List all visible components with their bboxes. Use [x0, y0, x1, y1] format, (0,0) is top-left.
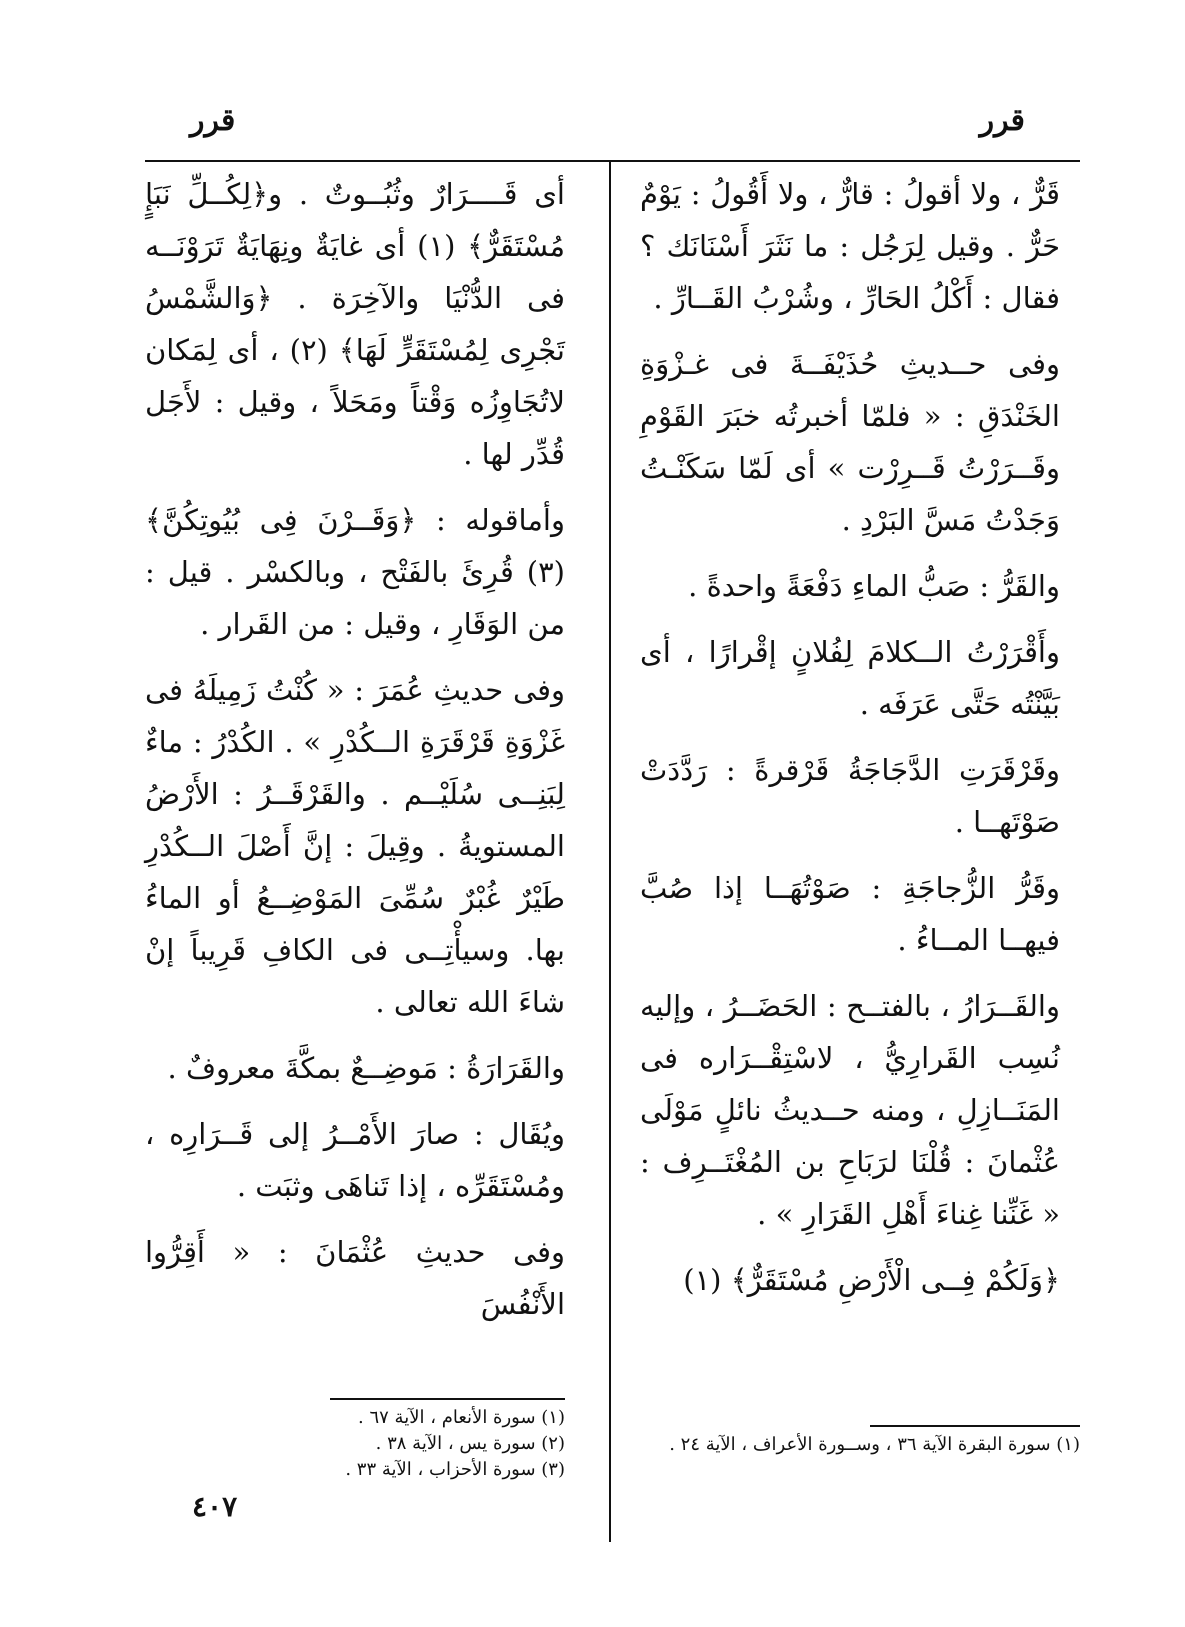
paragraph: وفى حديثِ عُثْمَانَ : « أَقِرُّوا الأَنْفُسَ [145, 1235, 565, 1321]
paragraph: ﴿وَلَكُمْ فِــى الْأَرْضِ مُسْتَقَرٌّ﴾ (١) [683, 1263, 1060, 1297]
footnotes-right [640, 1432, 1080, 1458]
paragraph: أى قَــــرَارٌ وثُبُــوتٌ . و﴿لِكُــلِّ نَبَإٍ مُسْتَقَرٌّ﴾ (١) أى غايَةٌ ونِهَايَةٌ تَرَوْنَــه فى الدُّنْيَا والآخِرَة . ﴿وَالشَّمْسُ تَجْرِى لِمُسْتَقَرٍّ لَهَا﴾ (٢) ، أى لِمَكان لاتُجَاوِزُه وَقْتاً ومَحَلاً ، وقيل : لأَجَل قُدِّر لها . [145, 177, 565, 471]
paragraph: والقَرُّ : صَبُّ الماءِ دَفْعَةً واحدةً . [688, 569, 1060, 603]
paragraph: ويُقَال : صارَ الأَمْــرُ إلى قَــرَارِه ، ومُسْتَقَرِّه ، إذا تَناهَى وثبَت . [145, 1117, 565, 1203]
footnote: (٢) سورة يس ، الآية ٣٨ . [375, 1433, 565, 1454]
footnote: (١) سورة البقرة الآية ٣٦ ، وســورة الأعراف ، الآية ٢٤ . [669, 1434, 1080, 1455]
paragraph: قَرٌّ ، ولا أقولُ : قارٌّ ، ولا أَقُولُ : يَوْمٌ حَرٌّ . وقيل لِرَجُل : ما نَثَرَ أَسْنَانَك ؟ فقال : أَكْلُ الحَارِّ ، وشُرْبُ القَــارِّ . [640, 177, 1060, 315]
footnote-rule-left [330, 1398, 565, 1400]
header-rule [145, 160, 1080, 162]
running-head-right: قرر [979, 103, 1025, 138]
paragraph: وفى حديثِ عُمَرَ : « كُنْتُ زَمِيلَهُ فى غَزْوَةِ قَرْقَرَةِ الــكُدْرِ » . الكُدْرُ : ماءٌ لِبَنِــى سُلَيْــم . والقَرْقَــرُ : الأَرْضُ المستويةُ . وقِيلَ : إنَّ أَصْلَ الــكُدْرِ طَيْرٌ غُبْرٌ سُمِّىَ المَوْضِــعُ أو الماءُ بها. وسيأْتِــى فى الكافِ قَرِيباً إنْ شاءَ الله تعالى . [145, 673, 565, 1019]
paragraph: وقَرْقَرَتِ الدَّجَاجَةُ قَرْقرةً : رَدَّدَتْ صَوْتَهــا . [640, 753, 1060, 839]
paragraph: وأَقْرَرْتُ الــكلامَ لِفُلانٍ إقْرارًا ، أى بَيَّنْتُه حَتَّى عَرَفَه . [640, 635, 1060, 721]
paragraph: وفى حــديثِ حُذَيْفَــةَ فى غـزْوَةِ الخَنْدَقِ : « فلمّا أخبرتُه خبَرَ القَوْمِ وقَــرَرْتُ قَــرِرْت » أى لَمّا سَكَنْـتُ وَجَدْتُ مَسَّ البَرْدِ . [640, 347, 1060, 537]
paragraph: وأماقوله : ﴿وَقَــرْنَ فِى بُيُوتِكُنَّ﴾ (٣) قُرِئَ بالفَتْح ، وبالكسْر . قيل : من الوَقَارِ ، وقيل : من القَرار . [145, 503, 565, 641]
left-column [145, 168, 565, 1344]
footnotes-left [145, 1405, 565, 1483]
paragraph: والقَــرَارُ ، بالفتــح : الحَضَــرُ ، وإليه نُسِب القَرارِيُّ ، لاسْتِقْــرَاره فى المَنَــازِلِ ، ومنه حــديثُ نائلٍ مَوْلَى عُثْمانَ : قُلْنَا لرَبَاحِ بن المُغْتَــرِف : « غَنِّنا غِناءَ أَهْلِ القَرَارِ » . [640, 989, 1060, 1231]
footnote: (٣) سورة الأحزاب ، الآية ٣٣ . [345, 1459, 565, 1480]
right-column [640, 168, 1060, 1320]
footnote-rule-right [870, 1425, 1080, 1427]
column-divider [609, 162, 611, 1542]
paragraph: والقَرَارَةُ : مَوضِــعٌ بمكَّةَ معروفٌ . [167, 1051, 565, 1085]
running-head-left: قرر [190, 103, 236, 138]
page-number: ٤٠٧ [192, 1490, 238, 1523]
footnote: (١) سورة الأنعام ، الآية ٦٧ . [358, 1407, 565, 1428]
paragraph: وقَرُّ الزُّجاجَةِ : صَوْتُهَــا إذا صُبَّ فيهــا المــاءُ . [640, 871, 1060, 957]
